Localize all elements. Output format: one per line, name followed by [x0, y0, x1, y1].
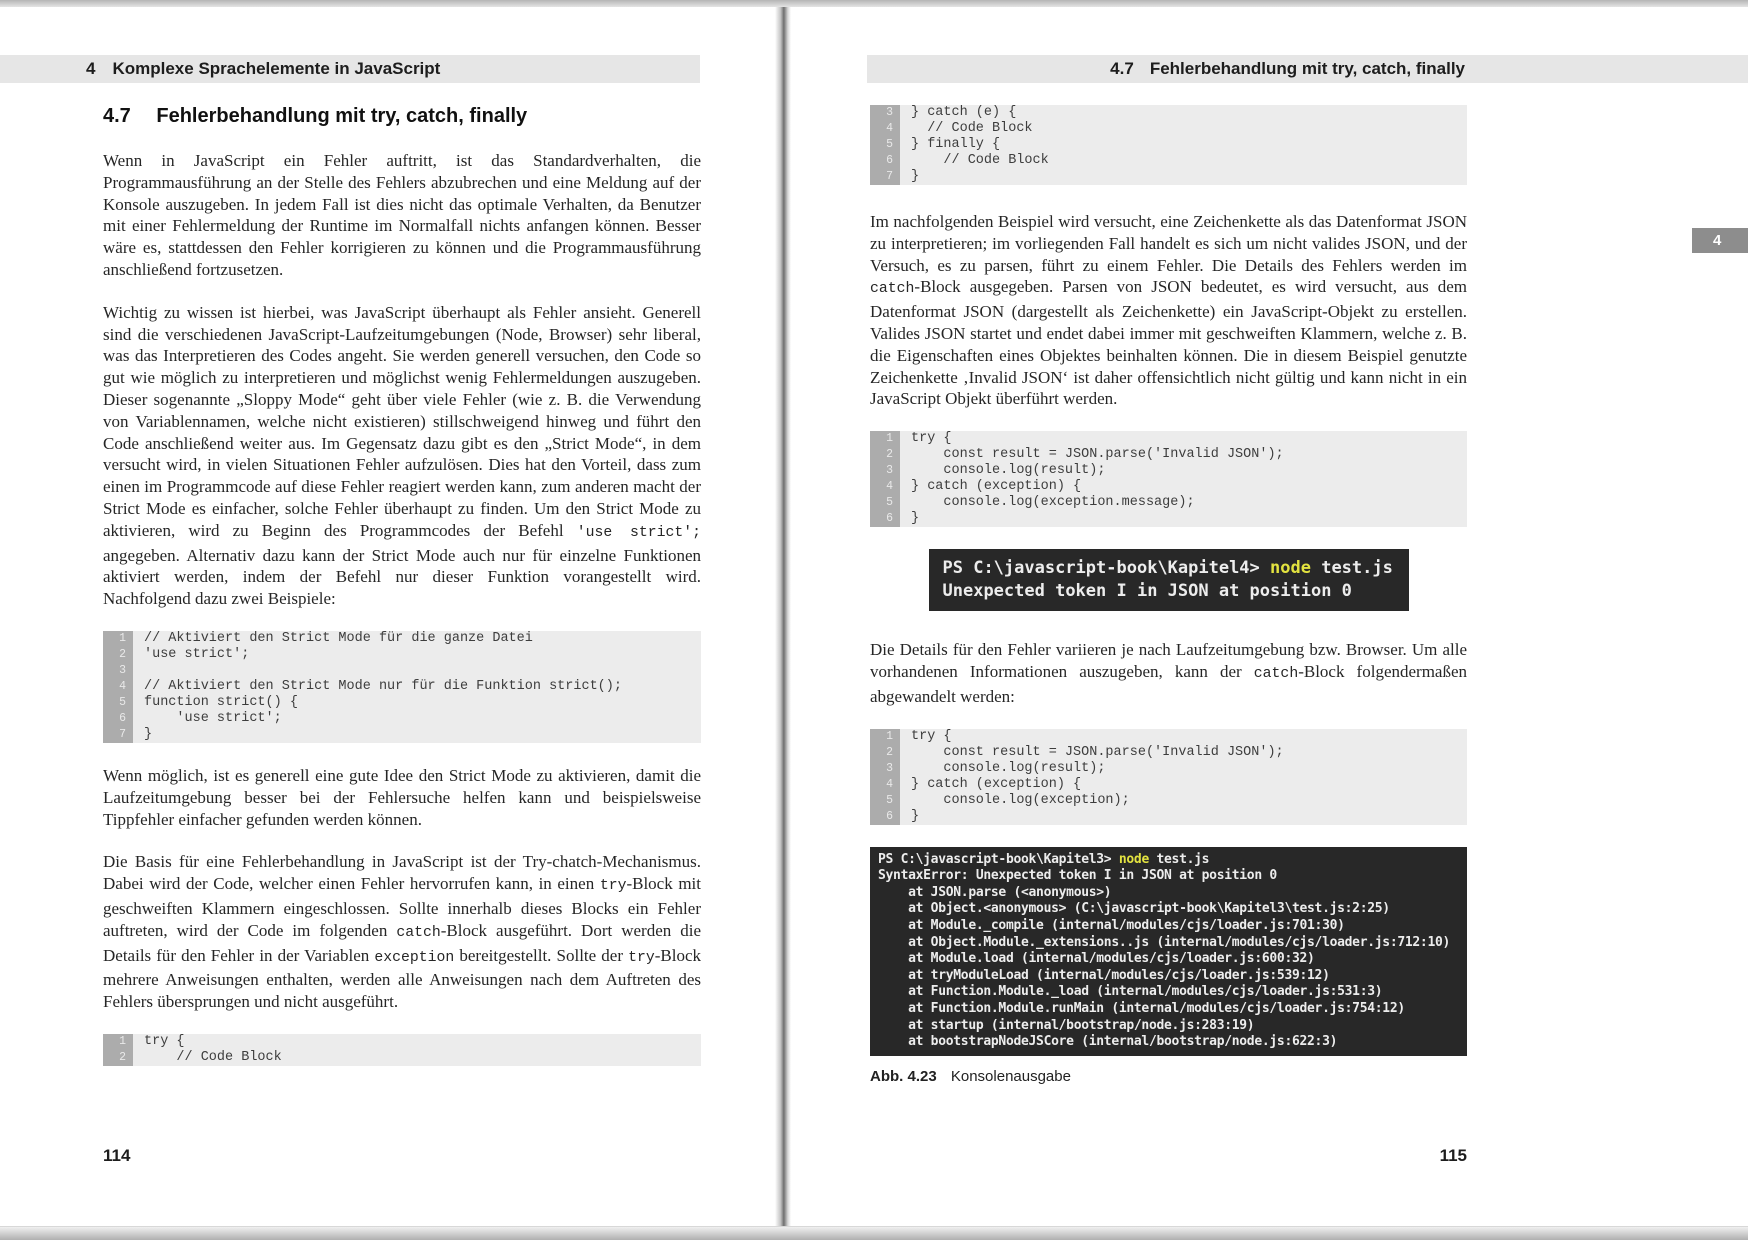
console-command-highlight: node: [1118, 851, 1149, 867]
left-page-content: [103, 105, 701, 1088]
paragraph-try-catch-basis: [103, 851, 701, 1013]
console-line: [878, 868, 1459, 885]
code-line: [870, 153, 1467, 169]
paragraph-text: Die Details für den Fehler variieren je nach Laufzeitumgebung bzw. Browser. Um alle vorhandenen Informationen auszugeben, kann der: [870, 640, 1467, 681]
page-number-left: 114: [103, 1146, 131, 1165]
console-line: [878, 918, 1459, 935]
section-heading-title: Fehlerbehandlung mit try, catch, finally: [156, 105, 528, 127]
page-top-edge: [0, 0, 1748, 7]
console-output-large: [870, 847, 1467, 1056]
line-number: 1: [103, 1034, 133, 1050]
paragraph-text: -Block ausgeführt. Dort werden die Details für den Fehler in der Variablen: [103, 920, 702, 965]
code-text: const result = JSON.parse('Invalid JSON');: [911, 744, 1284, 760]
inline-code: catch: [1253, 665, 1299, 682]
line-number: 6: [870, 809, 900, 825]
paragraph-text: -Block mehrere Anweisungen enthalten, werden alle Anweisungen nach dem Auftreten des Fehlers übersprungen und nicht ausgeführt.: [103, 945, 701, 1012]
running-header-left: [0, 55, 700, 83]
code-line: [870, 777, 1467, 793]
code-text: function strict() {: [144, 694, 298, 710]
code-line: [870, 761, 1467, 777]
inline-code: catch: [870, 281, 915, 298]
line-number: 6: [103, 711, 133, 727]
console-text: SyntaxError: Unexpected token I in JSON at position 0: [878, 868, 1277, 884]
code-line: [103, 711, 701, 727]
line-number: 4: [870, 479, 900, 495]
console-line: [878, 935, 1459, 952]
console-text: at Module._compile (internal/modules/cjs/loader.js:701:30): [878, 917, 1345, 933]
code-text: } catch (exception) {: [911, 479, 1082, 495]
code-text: console.log(exception);: [911, 792, 1130, 808]
code-text: 'use strict';: [144, 646, 250, 662]
code-listing-json-parse-message: [870, 431, 1467, 527]
line-number: 1: [870, 431, 900, 447]
code-listing-try-close: [870, 105, 1467, 185]
line-number: 3: [870, 761, 900, 777]
paragraph-sloppy-strict-mode: [103, 302, 701, 610]
console-text: PS C:\javascript-book\Kapitel4>: [942, 558, 1271, 579]
code-text: } finally {: [911, 137, 1001, 152]
line-number: 3: [870, 105, 900, 121]
console-text: at tryModuleLoad (internal/modules/cjs/loader.js:539:12): [878, 967, 1330, 983]
code-text: } catch (e) {: [911, 105, 1017, 120]
console-line: [943, 580, 1395, 603]
code-text: }: [144, 726, 153, 742]
line-number: 3: [870, 463, 900, 479]
inline-code: try: [628, 949, 655, 966]
console-text: at Function.Module._load (internal/modules/cjs/loader.js:531:3): [878, 984, 1383, 1000]
code-text: }: [911, 169, 920, 184]
console-text: at startup (internal/bootstrap/node.js:283:19): [878, 1017, 1255, 1033]
console-text: at Object.Module._extensions..js (internal/modules/cjs/loader.js:712:10): [878, 934, 1451, 950]
paragraph-text: Die Basis für eine Fehlerbehandlung in JavaScript ist der Try-chatch-Mechanismus. Dabei wird der Code, welcher einen Fehler hervorrufen kann, in einen: [103, 852, 701, 894]
figure-caption-label: Abb. 4.23: [870, 1067, 937, 1085]
console-line: [878, 984, 1459, 1001]
line-number: 7: [870, 169, 900, 185]
figure-caption-text: Konsolenausgabe: [950, 1067, 1071, 1085]
code-line: [870, 447, 1467, 463]
line-number: 2: [870, 447, 900, 463]
console-text: PS C:\javascript-book\Kapitel3>: [878, 851, 1119, 867]
paragraph-text: -Block ausgegeben. Parsen von JSON bedeutet, es wird versucht, aus dem Datenformat JSON (dargestellt als Zeichenkette) ein JavaScript-Objekt zu erstellen. Valides JSON startet und endet dabei immer mit geschweiften Klammern, welche z. B. die Eigenschaften eines Objektes beinhalten können. Die in diesem Beispiel genutzte Zeichenkette ‚Invalid JSON‘ ist daher offensichtlich nicht gültig und kann nicht in ein JavaScript Objekt überführt werden.: [870, 277, 1467, 409]
line-number: 6: [870, 153, 900, 169]
code-line: [870, 745, 1467, 761]
console-text: at Function.Module.runMain (internal/modules/cjs/loader.js:754:12): [878, 1000, 1405, 1016]
console-text: test.js: [1148, 851, 1210, 867]
code-line: [870, 479, 1467, 495]
chapter-tab: 4: [1692, 228, 1748, 253]
section-heading: [103, 105, 701, 128]
console-output-small: [929, 549, 1409, 611]
line-number: 5: [870, 137, 900, 153]
line-number: 2: [103, 647, 133, 663]
code-line: [103, 679, 701, 695]
code-listing-try-open: [103, 1034, 701, 1066]
code-text: console.log(result);: [911, 760, 1106, 776]
console-line: [878, 1001, 1459, 1018]
console-line: [878, 901, 1459, 918]
console-line: [878, 1034, 1459, 1051]
line-number: 2: [103, 1050, 133, 1066]
console-text: at Object.<anonymous> (C:\javascript-book\Kapitel3\test.js:2:25): [878, 901, 1390, 917]
line-number: 3: [103, 663, 133, 679]
line-number: 5: [103, 695, 133, 711]
console-text: test.js: [1310, 558, 1393, 579]
console-text: at Module.load (internal/modules/cjs/loader.js:600:32): [878, 951, 1315, 967]
section-number: 4.7: [1110, 59, 1134, 78]
line-number: 7: [103, 727, 133, 743]
code-text: 'use strict';: [144, 710, 282, 726]
paragraph-text: Wenn in JavaScript ein Fehler auftritt, ist das Standardverhalten, die Programmausführung an der Stelle des Fehlers abzubrechen und eine Meldung auf der Konsole auszugeben. In jedem Fall ist dies nicht das optimale Verhalten, da Benutzer mit einer Fehlermeldung der Runtime im Normalfall nichts anfangen können. Besser wäre es, stattdessen den Fehler korrigieren zu können und die Programmausführung anschließend fortzusetzen.: [103, 151, 701, 279]
code-line: [103, 1034, 701, 1050]
code-text: try {: [911, 431, 952, 447]
paragraph-json-example: [870, 211, 1467, 410]
code-text: }: [911, 808, 920, 824]
code-listing-strict-mode: [103, 631, 701, 743]
code-line: [870, 511, 1467, 527]
paragraph-text: angegeben. Alternativ dazu kann der Strict Mode auch nur für einzelne Funktionen aktiviert werden, indem der Befehl nur dieser Funktion vorangestellt wird. Nachfolgend dazu zwei Beispiele:: [103, 545, 701, 609]
line-number: 4: [103, 679, 133, 695]
console-text: Unexpected token I in JSON at position 0: [942, 581, 1352, 602]
code-line: [870, 495, 1467, 511]
console-line: [878, 885, 1459, 902]
code-text: console.log(exception.message);: [911, 495, 1195, 511]
code-line: [103, 647, 701, 663]
code-text: try {: [144, 1033, 185, 1049]
chapter-number: 4: [86, 59, 96, 78]
code-text: }: [911, 511, 920, 527]
section-title: Fehlerbehandlung mit try, catch, finally: [1149, 59, 1465, 78]
paragraph-text: Wichtig zu wissen ist hierbei, was JavaScript überhaupt als Fehler ansieht. Generell sind die verschiedenen JavaScript-Laufzeitumgebungen (Node, Browser) sehr liberal, was das Interpretieren des Codes angeht. Sie werden generell versuchen, den Code so gut wie möglich zu interpretieren und möglichst wenig Fehlermeldungen auszugeben. Dieser sogenannte „Sloppy Mode“ geht über viele Fehler (wie z. B. die Verwendung von Variablennamen, welche nicht existieren) stillschweigend hinweg und führt den Code anschließend weiter aus. Im Gegensatz dazu gibt es den „Strict Mode“, in dem versucht wird, in vielen Situationen Fehler aufzulösen. Dies hat den Vorteil, dass zum einen im Programmcode auf diese Fehler reagiert werden kann, zum anderen macht der Strict Mode es einfacher, solche Fehler überhaupt zu finden. Um den Strict Mode zu aktivieren, wird zu Beginn des Programmcodes der Befehl: [103, 302, 701, 540]
code-line: [870, 793, 1467, 809]
paragraph-text: Im nachfolgenden Beispiel wird versucht, eine Zeichenkette als das Datenformat JSON zu interpretieren; im vorliegenden Fall handelt es sich um nicht valides JSON, und der Versuch, es zu parsen, führt zu einem Fehler. Die Details des Fehlers werden im: [870, 212, 1467, 275]
line-number: 4: [870, 777, 900, 793]
console-text: at bootstrapNodeJSCore (internal/bootstrap/node.js:622:3): [878, 1034, 1338, 1050]
inline-code: try: [599, 878, 627, 895]
code-line: [870, 169, 1467, 185]
right-page-content: [870, 105, 1467, 1085]
code-line: [870, 105, 1467, 121]
code-text: // Aktiviert den Strict Mode für die ganze Datei: [144, 630, 533, 646]
console-line: [878, 1018, 1459, 1035]
line-number: 1: [870, 729, 900, 745]
console-text: at JSON.parse (<anonymous>): [878, 884, 1112, 900]
inline-code: 'use strict';: [576, 524, 701, 541]
code-line: [870, 809, 1467, 825]
code-line: [870, 137, 1467, 153]
chapter-title: Komplexe Sprachelemente in JavaScript: [112, 59, 441, 78]
page-bottom-edge: [0, 1226, 1748, 1240]
figure-caption: [870, 1068, 1467, 1085]
code-text: [133, 663, 701, 679]
line-number: 5: [870, 793, 900, 809]
code-text: try {: [911, 728, 952, 744]
code-line: [103, 663, 701, 679]
code-text: const result = JSON.parse('Invalid JSON');: [911, 447, 1284, 463]
console-line: [943, 557, 1395, 580]
center-gutter: [775, 7, 791, 1227]
paragraph-error-details: [870, 639, 1467, 707]
code-line: [870, 431, 1467, 447]
page-number-right: 115: [1439, 1146, 1467, 1165]
code-line: [870, 729, 1467, 745]
console-line: [878, 852, 1459, 869]
paragraph-text: -Block folgendermaßen abgewandelt werden:: [870, 661, 1468, 706]
running-header-right: [867, 55, 1748, 83]
console-line: [878, 951, 1459, 968]
code-text: // Code Block: [144, 1049, 282, 1065]
inline-code: catch: [396, 924, 441, 941]
line-number: 2: [870, 745, 900, 761]
line-number: 5: [870, 495, 900, 511]
code-text: // Aktiviert den Strict Mode nur für die Funktion strict();: [144, 678, 622, 694]
section-heading-number: 4.7: [103, 105, 131, 127]
paragraph-text: bereitgestellt. Sollte der: [454, 945, 629, 965]
code-text: // Code Block: [911, 121, 1033, 136]
paragraph-intro: [103, 150, 701, 281]
code-text: } catch (exception) {: [911, 776, 1082, 792]
console-command-highlight: node: [1270, 558, 1311, 579]
code-line: [870, 121, 1467, 137]
paragraph-strict-mode-tip: [103, 765, 701, 830]
code-line: [103, 695, 701, 711]
code-line: [103, 727, 701, 743]
console-line: [878, 968, 1459, 985]
code-text: // Code Block: [911, 153, 1049, 168]
line-number: 4: [870, 121, 900, 137]
paragraph-text: Wenn möglich, ist es generell eine gute Idee den Strict Mode zu aktivieren, damit die Laufzeitumgebung besser bei der Fehlersuche helfen kann und beispielsweise Tippfehler einfacher gefunden werden können.: [103, 765, 701, 829]
code-listing-json-parse-full: [870, 729, 1467, 825]
code-line: [103, 631, 701, 647]
code-line: [870, 463, 1467, 479]
code-line: [103, 1050, 701, 1066]
inline-code: exception: [374, 949, 455, 966]
line-number: 6: [870, 511, 900, 527]
paragraph-text: -Block mit geschweiften Klammern eingeschlossen. Sollte innerhalb dieses Blocks ein Fehler auftreten, wird der Code im folgenden: [103, 874, 701, 940]
code-text: console.log(result);: [911, 463, 1106, 479]
line-number: 1: [103, 631, 133, 647]
